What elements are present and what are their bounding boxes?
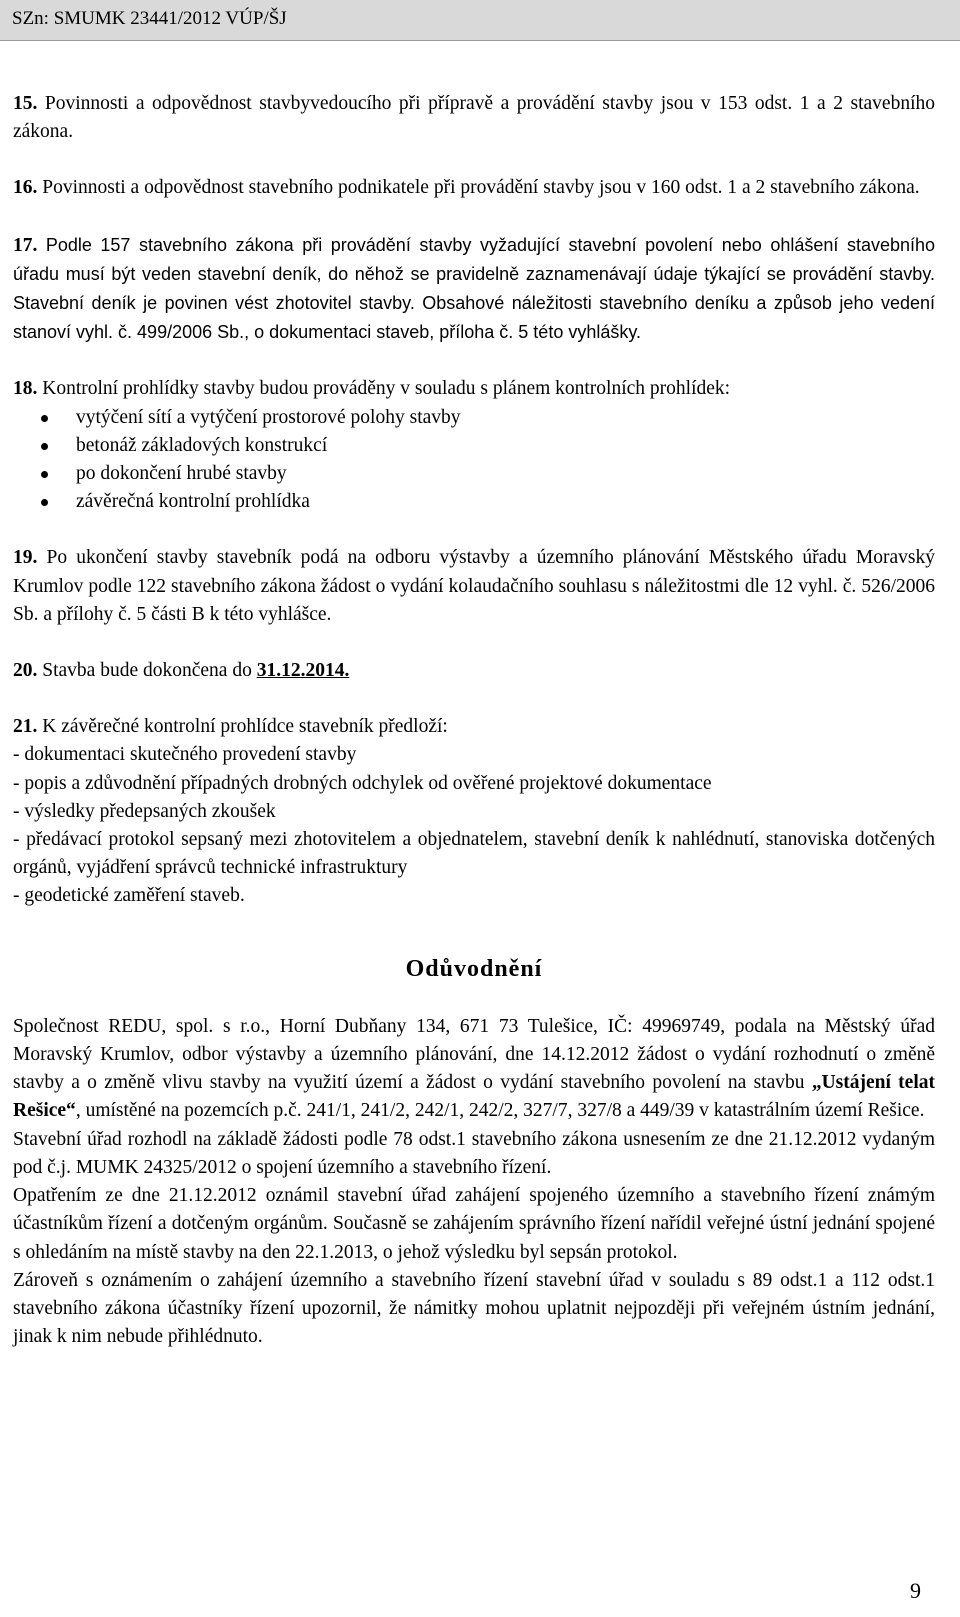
item-text: Stavba bude dokončena do bbox=[42, 660, 257, 682]
item-19 bbox=[13, 544, 935, 629]
item-text: Povinnosti a odpovědnost stavbyvedoucího při přípravě a provádění stavby jsou v 153 odst. 1 a 2 stavebního zákona. bbox=[13, 93, 935, 143]
list-item: vytýčení sítí a vytýčení prostorové polohy stavby bbox=[13, 404, 935, 432]
bullet-icon bbox=[41, 415, 48, 422]
justification-paragraph: Stavební úřad rozhodl na základě žádosti podle 78 odst.1 stavebního zákona usnesením ze dne 21.12.2012 vydaným pod č.j. MUMK 24325/2012 o spojení územního a stavebního řízení. bbox=[13, 1128, 935, 1178]
item-number: 15. bbox=[13, 93, 38, 114]
list-item: po dokončení hrubé stavby bbox=[13, 460, 935, 488]
completion-date: 31.12.2014. bbox=[256, 660, 350, 682]
item-17 bbox=[13, 231, 935, 348]
list-item: - výsledky předepsaných zkoušek bbox=[13, 800, 276, 822]
justification-paragraph: Společnost REDU, spol. s r.o., Horní Dubňany 134, 671 73 Tulešice, IČ: 49969749, podala na Městský úřad Moravský Krumlov, odbor výstavby a územního plánování, dne 14.12.2012 žádost o vydání rozhodnutí o změně stavby a o změně vlivu stavby na využití území a žádost o vydání stavebního povolení na stavbu „Ustájení telat Rešice“, umístěné na pozemcích p.č. 241/1, 241/2, 242/1, 242/2, 327/7, 327/8 a 449/39 v katastrálním území Rešice. bbox=[13, 1015, 935, 1122]
list-item: - dokumentaci skutečného provedení stavby bbox=[13, 744, 357, 766]
page-number: 9 bbox=[910, 1578, 921, 1603]
item-text: Kontrolní prohlídky stavby budou prováděny v souladu s plánem kontrolních prohlídek: bbox=[42, 378, 731, 400]
item-text: Podle 157 stavebního zákona při provádění stavby vyžadující stavební povolení nebo ohlášení stavebního úřadu musí být veden stavební deník, do něhož se pravidelně zaznamenávají údaje týkající se provádění stavby. Stavební deník je povinen vést zhotovitel stavby. bbox=[13, 234, 936, 314]
item-number: 21. bbox=[13, 716, 38, 738]
item-number: 18. bbox=[13, 378, 38, 400]
item-18 bbox=[13, 375, 935, 516]
item-text: Povinnosti a odpovědnost stavebního podnikatele při provádění stavby jsou v 160 odst. 1 a 2 stavebního zákona. bbox=[42, 177, 920, 199]
list-item: betonáž základových konstrukcí bbox=[13, 432, 935, 460]
document-header bbox=[0, 0, 960, 41]
item-21 bbox=[13, 713, 935, 910]
justification-paragraph: Zároveň s oznámením o zahájení územního a stavebního řízení stavební úřad v souladu s 89 odst.1 a 112 odst.1 stavebního zákona účastníky řízení upozornil, že námitky mohou uplatnit nejpozději při veřejném ústním jednání, jinak k nim nebude přihlédnuto. bbox=[13, 1269, 935, 1348]
item-text-continued: Obsahové náležitosti stavebního deníku a způsob jeho vedení stanoví vyhl. č. 499/2006 Sb., o dokumentaci staveb, příloha č. 5 této vyhlášky. bbox=[13, 293, 935, 343]
list-item: - geodetické zaměření staveb. bbox=[13, 885, 245, 907]
item-number: 16. bbox=[13, 177, 38, 199]
bullet-icon bbox=[41, 443, 48, 450]
item-number: 20. bbox=[13, 660, 38, 682]
item-text: Po ukončení stavby stavebník podá na odboru výstavby a územního plánování Městského úřadu Moravský Krumlov podle 122 stavebního zákona žádost o vydání kolaudačního souhlasu s náležitostmi dle 12 vyhl. č. 526/2006 Sb. a přílohy č. 5 části B k této vyhlášce. bbox=[13, 547, 935, 625]
document-body bbox=[13, 90, 935, 1351]
item-15 bbox=[13, 90, 935, 146]
reference-number: SZn: SMUMK 23441/2012 VÚP/ŠJ bbox=[12, 8, 287, 29]
list-item: závěrečná kontrolní prohlídka bbox=[13, 488, 935, 516]
bullet-icon bbox=[41, 471, 48, 478]
section-heading: Odůvodnění bbox=[405, 955, 543, 982]
list-item: - popis a zdůvodnění případných drobných odchylek od ověřené projektové dokumentace bbox=[13, 772, 712, 794]
item-number: 19. bbox=[13, 547, 38, 569]
item-16 bbox=[13, 174, 935, 202]
justification-paragraph: Opatřením ze dne 21.12.2012 oznámil stavební úřad zahájení spojeného územního a stavebního řízení známým účastníkům řízení a dotčeným orgánům. Současně se zahájením správního řízení nařídil veřejné ústní jednání spojené s ohledáním na místě stavby na den 22.1.2013, o jehož výsledku byl sepsán protokol. bbox=[13, 1185, 935, 1263]
list-item: - předávací protokol sepsaný mezi zhotovitelem a objednatelem, stavební deník k nahlédnutí, stanoviska dotčených orgánů, vyjádření správců technické infrastruktury bbox=[13, 829, 935, 879]
item-text: K závěrečné kontrolní prohlídce stavebník předloží: bbox=[42, 716, 448, 738]
item-number: 17. bbox=[13, 234, 38, 256]
building-name: „Ustájení telat Rešice“ bbox=[13, 1072, 935, 1122]
bullet-icon bbox=[41, 499, 48, 506]
item-20 bbox=[13, 657, 935, 685]
inspection-list bbox=[13, 404, 935, 517]
